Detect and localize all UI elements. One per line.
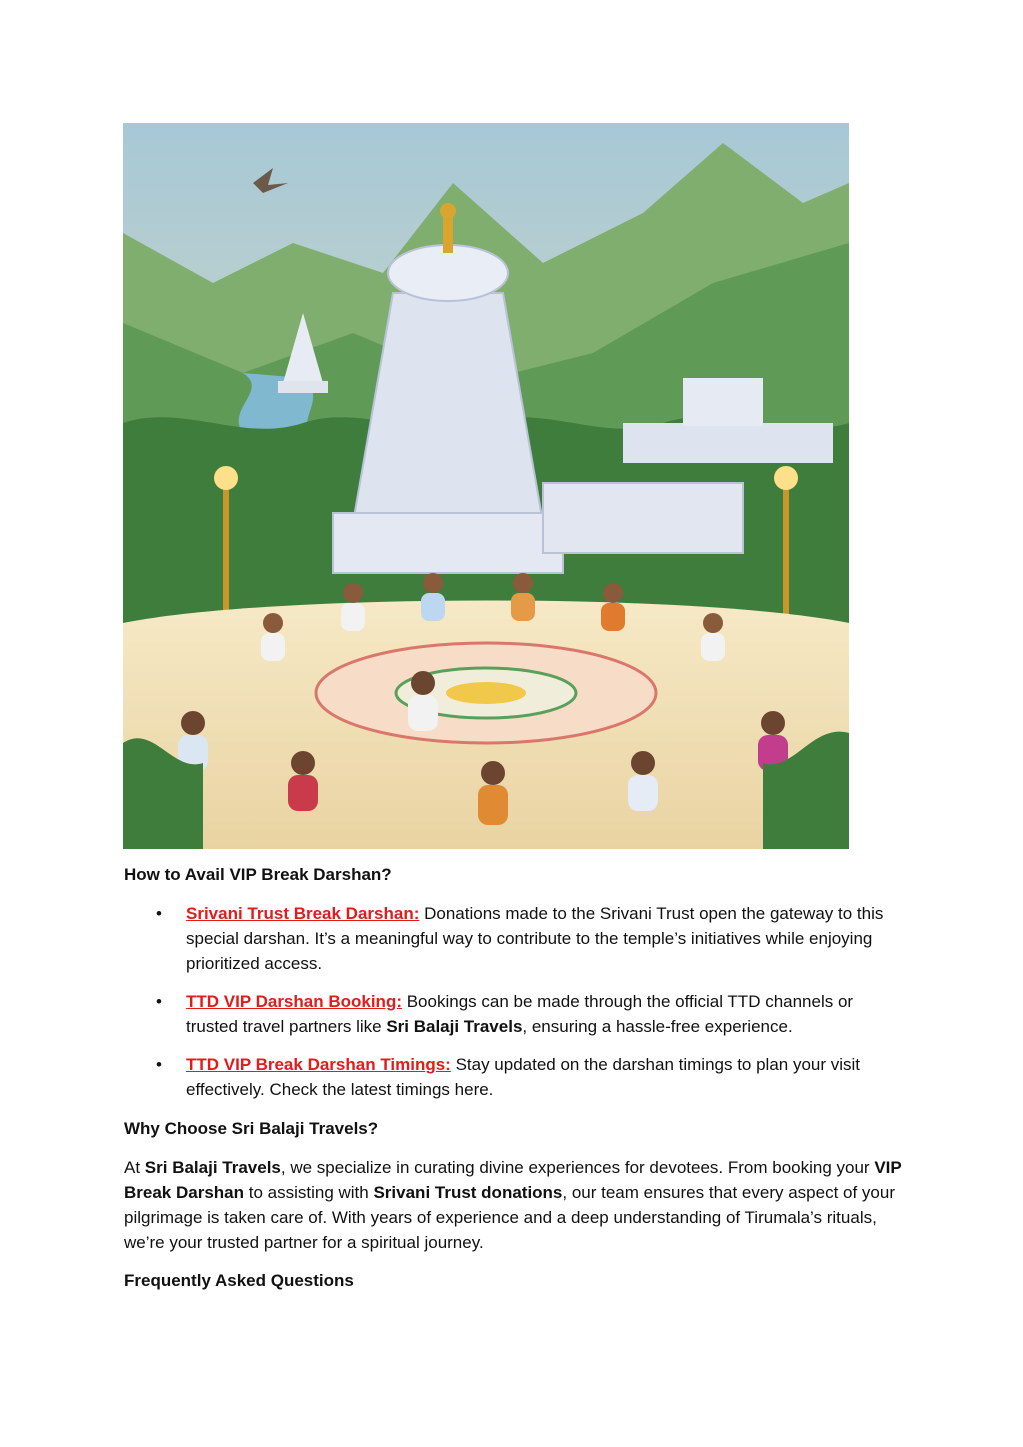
list-item-text: , ensuring a hassle-free experience. — [522, 1017, 793, 1036]
list-item-text: Bookings can be made through the official TTD channels or trusted travel partners like — [186, 992, 854, 1036]
ttd-timings-link[interactable]: TTD VIP Break Darshan Timings: — [186, 1055, 451, 1074]
why-choose-paragraph — [124, 1155, 904, 1255]
paragraph-text: At — [124, 1158, 145, 1177]
article-content — [124, 862, 904, 1307]
list-item — [156, 1052, 904, 1102]
temple-illustration — [123, 123, 849, 849]
list-item-bold: Sri Balaji Travels — [386, 1017, 523, 1036]
list-item-text: Stay updated on the darshan timings to plan your visit effectively. Check the latest timings here. — [186, 1055, 861, 1099]
paragraph-text: , we specialize in curating divine experiences for devotees. From booking your — [280, 1158, 875, 1177]
heading-why-choose: Why Choose Sri Balaji Travels? — [124, 1119, 379, 1138]
avail-list — [124, 901, 904, 1102]
ttd-vip-booking-link[interactable]: TTD VIP Darshan Booking: — [186, 992, 402, 1011]
list-item — [156, 901, 904, 976]
mandala — [316, 643, 656, 743]
bullet-icon: • — [156, 904, 162, 923]
paragraph-text: to assisting with — [244, 1183, 374, 1202]
paragraph-text: , our team ensures that every aspect of your pilgrimage is taken care of. With years of experience and a deep understanding of Tirumala’s rituals, we’re your trusted partner for a spiritual journey. — [124, 1183, 896, 1252]
list-item — [156, 989, 904, 1039]
paragraph-bold: Sri Balaji Travels — [144, 1158, 281, 1177]
bullet-icon: • — [156, 992, 162, 1011]
heading-faq: Frequently Asked Questions — [124, 1271, 354, 1290]
bullet-icon: • — [156, 1055, 162, 1074]
list-item-text: Donations made to the Srivani Trust open the gateway to this special darshan. It’s a meaningful way to contribute to the temple’s initiatives while enjoying prioritized access. — [186, 904, 884, 973]
paragraph-bold: Srivani Trust donations — [373, 1183, 563, 1202]
srivani-trust-link[interactable]: Srivani Trust Break Darshan: — [186, 904, 420, 923]
paragraph-bold: VIP Break Darshan — [124, 1158, 902, 1202]
heading-how-to-avail: How to Avail VIP Break Darshan? — [124, 865, 392, 884]
